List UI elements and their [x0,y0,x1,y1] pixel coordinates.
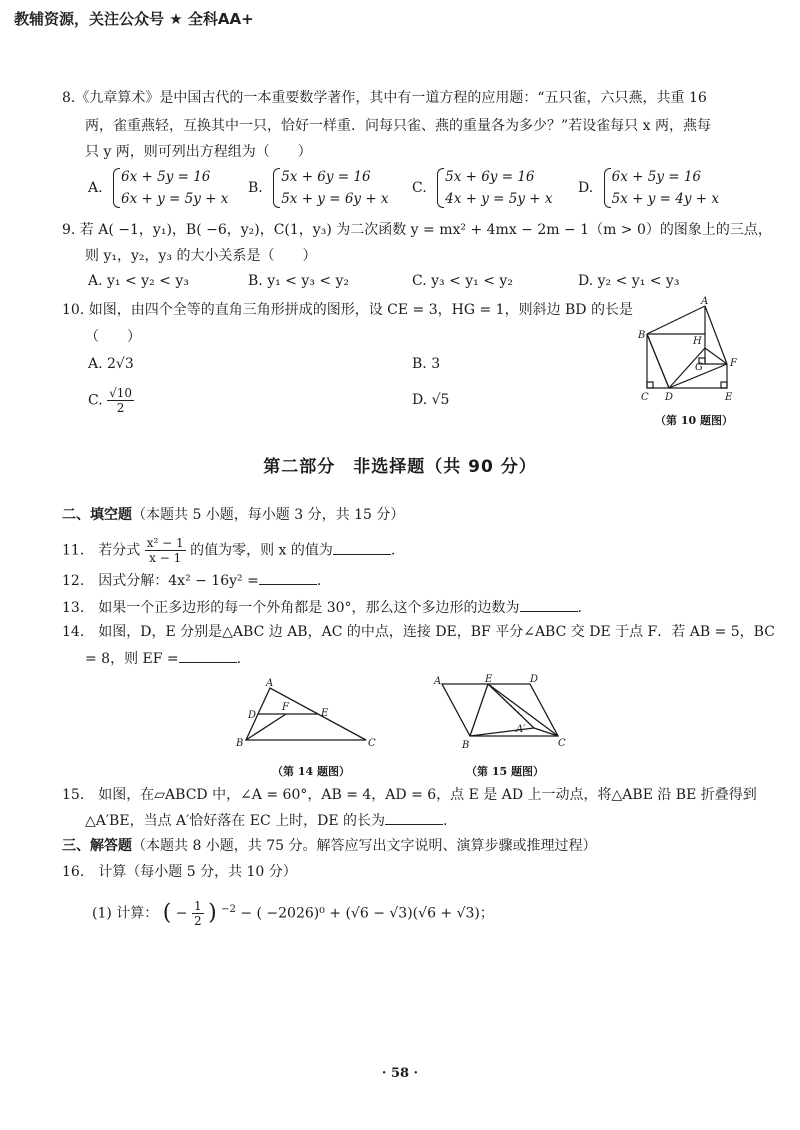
fig15-label-d: D [530,674,539,685]
fig10-caption: （第 10 题图） [655,414,733,427]
fig14-label-c: C [368,738,376,749]
section3-head: 三、解答题 [62,838,132,854]
fig14-label-f: F [282,702,289,713]
q11-post: 的值为零，则 x 的值为 [190,542,333,559]
fig10-label-a: A [701,296,709,307]
q9-line1: 9. 若 A( −1，y₁)，B( −6，y₂)，C(1，y₃) 为二次函数 y = mx² + 4mx − 2m − 1（m > 0）的图象上的三点， [62,222,772,238]
q8-option-b-label: B. [248,180,263,196]
q13-answer-blank[interactable] [520,597,578,612]
q10-option-d: D. √5 [412,392,450,408]
q16-title: 16. 计算（每小题 5 分，共 10 分） [62,864,297,880]
q8-option-c-eq2: 4x + y = 5y + x [445,191,553,207]
section3-heading [62,836,597,856]
q12-end: . [316,573,322,589]
q11-pre: 11. 若分式 [62,542,141,559]
q16-exponent: −2 [221,904,236,915]
q10-option-c [88,386,134,415]
section2-desc: （本题共 5 小题，每小题 3 分，共 15 分） [132,507,405,523]
q8-option-b [248,166,389,210]
q16-right-paren: ) [208,900,217,926]
q10-line1: 10. 如图，由四个全等的直角三角形拼成的图形，设 CE = 3，HG = 1，则斜边 BD 的长是 [62,302,633,318]
figure-10 [635,296,750,408]
q8-line3: 只 y 两，则可列出方程组为（ ） [85,144,312,160]
q10-option-b: B. 3 [412,356,441,372]
q10-option-c-label: C. [88,392,103,409]
q8-option-d [578,166,719,210]
q9-option-a: A. y₁ < y₂ < y₃ [88,273,189,289]
q14-answer-blank[interactable] [179,648,237,663]
fig15-label-b: B [462,740,470,751]
fig15-label-a: A [434,676,442,687]
q10-option-c-denominator: 2 [116,401,125,415]
fig10-label-f: F [730,358,737,369]
q8-option-b-eq2: 5x + y = 6y + x [281,191,389,207]
fig14-label-b: B [236,738,244,749]
fig14-caption: （第 14 题图） [272,765,350,778]
figure-14 [228,676,378,752]
q11-answer-blank[interactable] [333,540,391,555]
q10-option-a: A. 2√3 [88,356,134,372]
fig14-label-d: D [248,710,257,721]
q9-option-d: D. y₂ < y₁ < y₃ [578,273,680,289]
q11-fraction [145,536,186,565]
q12-text: 12. 因式分解：4x² − 16y² = [62,573,259,589]
q15-answer-blank[interactable] [385,810,443,825]
q9-option-b: B. y₁ < y₃ < y₂ [248,273,350,289]
q11-numerator: x² − 1 [146,536,184,550]
fig10-label-b: B [638,330,646,341]
q14-line2 [85,648,241,669]
q16-sub1 [92,895,494,929]
q11-end: . [390,542,396,559]
fig14-label-e: E [321,708,329,719]
q15-line2-text: △A′BE，当点 A′恰好落在 EC 上时，DE 的长为 [85,813,386,829]
q8-line2: 两，雀重燕轻，互换其中一只，恰好一样重．问每只雀、燕的重量各为多少？”若设雀每只 x 两，燕每 [85,118,711,134]
fig10-label-g: G [695,362,703,373]
fig15-label-c: C [558,738,566,749]
q16-frac-denominator: 2 [193,914,202,929]
section2-heading [62,505,404,525]
q11 [62,536,395,565]
page-number: · 58 · [381,1066,419,1081]
fig14-label-a: A [266,678,274,689]
q16-sub1-prefix: (1) 计算： [92,905,159,922]
q8-option-d-eq2: 5x + y = 4y + x [611,191,719,207]
q16-expression: − ( −2026)⁰ + (√6 − √3)(√6 + √3)； [240,905,494,922]
q15-line2 [85,810,447,831]
q13 [62,597,582,618]
fig10-label-e: E [725,392,733,403]
q15-end: . [443,813,448,829]
q16-left-paren: ( [162,900,172,926]
q14-end: . [236,651,242,667]
q8-option-c-eq1: 5x + 6y = 16 [445,169,535,185]
q8-option-d-label: D. [578,180,594,196]
q10-line2: （ ） [85,329,141,345]
q13-text: 13. 如果一个正多边形的每一个外角都是 30°，那么这个多边形的边数为 [62,600,520,616]
q10-option-c-numerator: √10 [109,386,133,400]
q8-option-a-eq2: 6x + y = 5y + x [121,191,229,207]
q8-option-c [412,166,552,210]
q9-line2: 则 y₁，y₂，y₃ 的大小关系是（ ） [85,248,317,264]
q13-end: . [577,600,582,616]
q16-frac-numerator: 1 [193,899,202,914]
q8-line1: 8.《九章算术》是中国古代的一本重要数学著作，其中有一道方程的应用题：“五只雀，六只燕，共重 16 [62,90,707,106]
q8-option-a-label: A. [88,180,103,196]
part2-title: 第二部分 非选择题（共 90 分） [263,457,537,477]
fig15-label-a-prime: A′ [516,724,526,735]
q16-fraction [192,899,204,928]
watermark-text: 教辅资源，关注公众号 ★ 全科AA+ [14,10,254,28]
q11-denominator: x − 1 [149,551,182,565]
section3-desc: （本题共 8 小题，共 75 分。解答应写出文字说明、演算步骤或推理过程） [132,838,597,854]
fig10-label-h: H [693,336,702,347]
figure-15 [430,672,575,752]
q14-line1: 14. 如图，D，E 分别是△ABC 边 AB，AC 的中点，连接 DE，BF 平分∠ABC 交 DE 于点 F．若 AB = 5，BC [62,624,775,640]
q8-option-b-system [271,166,388,210]
fig10-label-d: D [665,392,674,403]
q12 [62,570,321,591]
section2-head: 二、填空题 [62,507,132,523]
fig15-caption: （第 15 题图） [466,765,544,778]
q10-option-c-fraction [107,386,134,415]
q9-option-c: C. y₃ < y₁ < y₂ [412,273,513,289]
q8-option-a-eq1: 6x + 5y = 16 [121,169,211,185]
q8-option-b-eq1: 5x + 6y = 16 [281,169,371,185]
q14-line2-text: = 8，则 EF = [85,651,179,667]
q8-option-a-system [111,166,228,210]
fig15-label-e: E [485,674,493,685]
q16-frac-sign: − [175,905,188,922]
q8-option-d-system [602,166,719,210]
q8-option-c-label: C. [412,180,427,196]
q8-option-d-eq1: 6x + 5y = 16 [611,169,702,185]
q8-option-c-system [435,166,552,210]
q15-line1: 15. 如图，在▱ABCD 中，∠A = 60°，AB = 4，AD = 6，点 E 是 AD 上一动点，将△ABE 沿 BE 折叠得到 [62,787,757,803]
q12-answer-blank[interactable] [259,570,317,585]
fig10-label-c: C [641,392,649,403]
q8-option-a [88,166,228,210]
